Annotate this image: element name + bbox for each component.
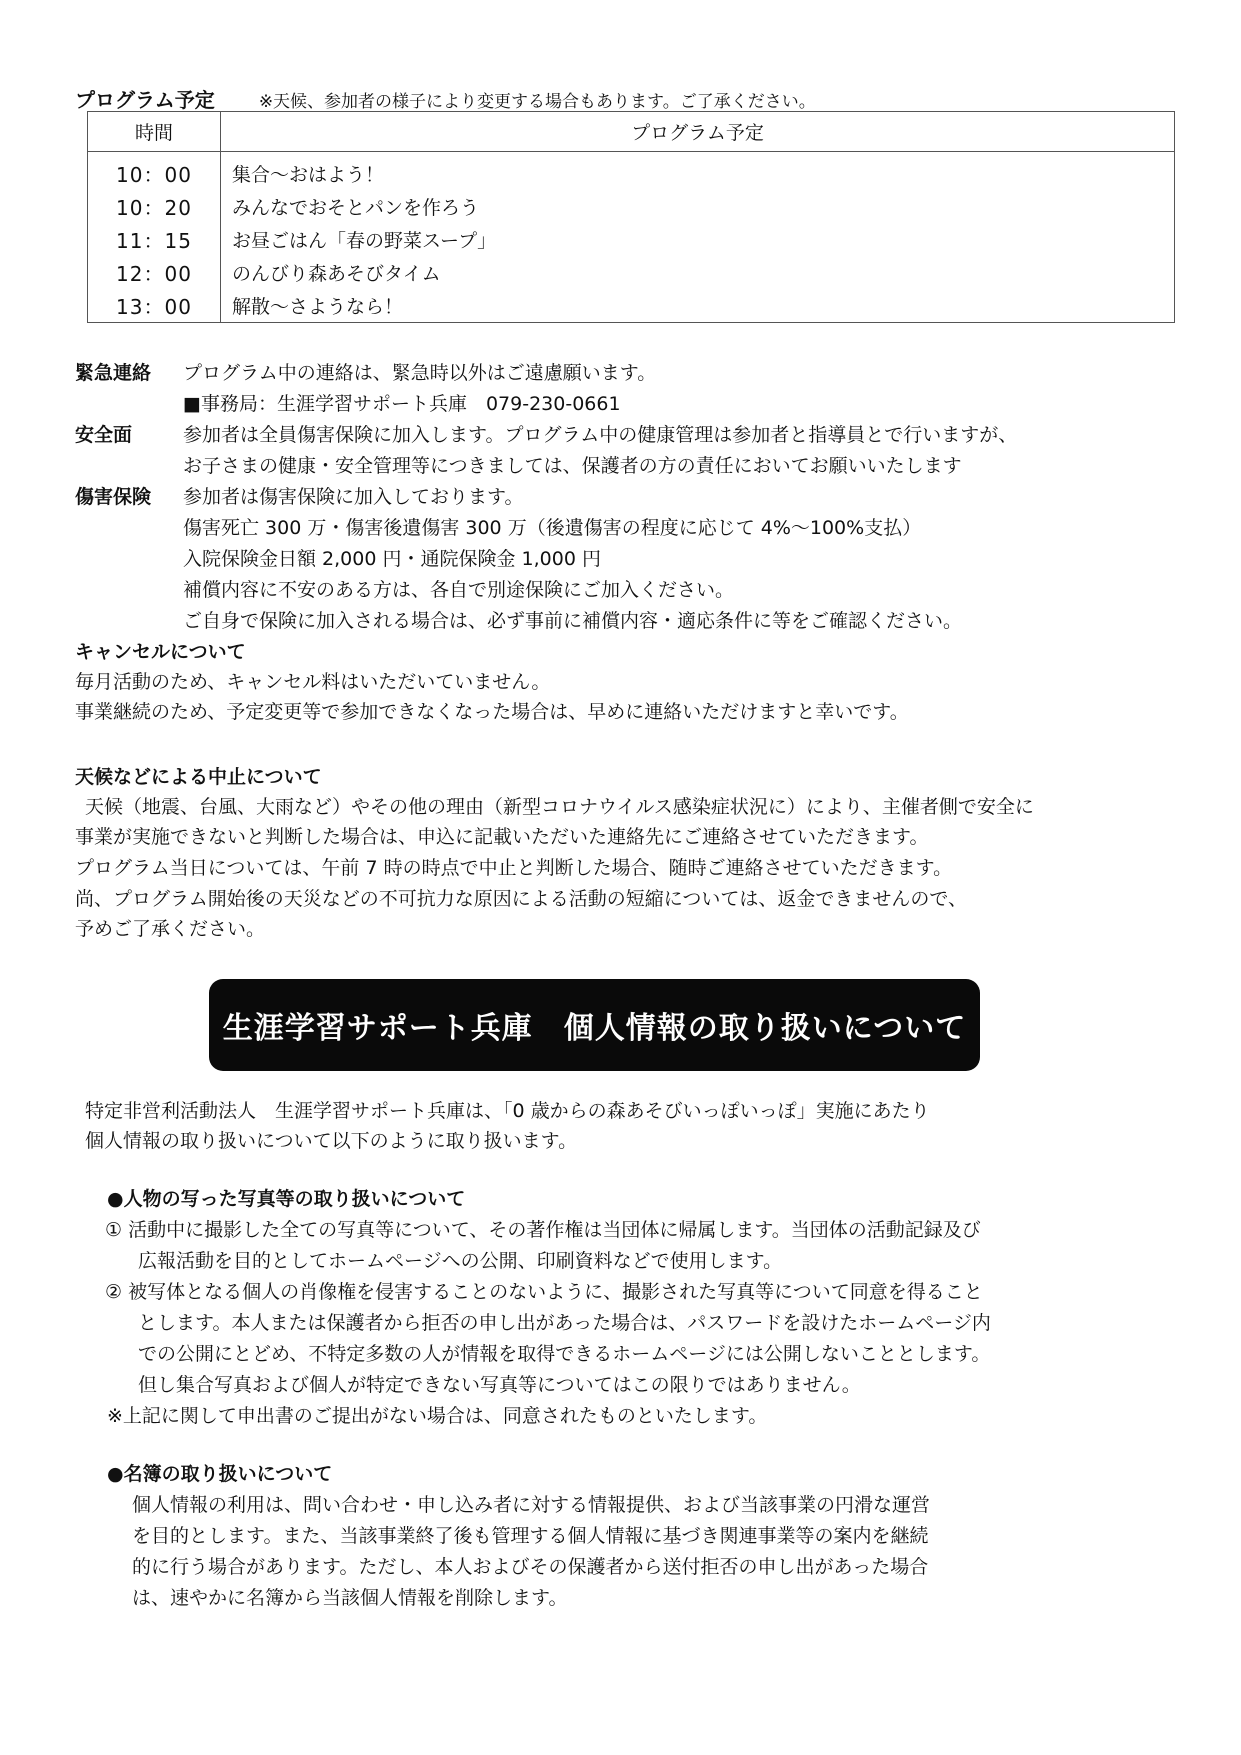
weather-line: 事業が実施できないと判断した場合は、申込に記載いただいた連絡先にご連絡させていただきます。	[75, 826, 929, 848]
schedule-header	[88, 112, 1174, 152]
cancel-line: 毎月活動のため、キャンセル料はいただいていません。	[75, 671, 551, 693]
insurance-line: 補償内容に不安のある方は、各自で別途保険にご加入ください。	[183, 579, 735, 601]
emergency-office: ■事務局：生涯学習サポート兵庫 079-230-0661	[183, 393, 621, 415]
cancel-line: 事業継続のため、予定変更等で参加できなくなった場合は、早めに連絡いただけますと幸いです。	[75, 701, 909, 723]
row-time: 13：00	[116, 295, 192, 319]
emergency-label: 緊急連絡	[75, 362, 152, 384]
row-item: お昼ごはん「春の野菜スープ」	[232, 230, 497, 252]
row-item: のんびり森あそびタイム	[232, 263, 441, 285]
photos-note: ※上記に関して申出書のご提出がない場合は、同意されたものといたします。	[107, 1405, 768, 1427]
row-item: 集合～おはよう！	[232, 164, 385, 186]
weather-heading: 天候などによる中止について	[75, 766, 322, 788]
insurance-line: ご自身で保険に加入される場合は、必ず事前に補償内容・適応条件に等をご確認ください。	[183, 610, 963, 632]
privacy-banner	[209, 979, 980, 1071]
privacy-intro: 個人情報の取り扱いについて以下のように取り扱います。	[85, 1130, 578, 1152]
program-heading	[75, 84, 816, 113]
photos-item: ① 活動中に撮影した全ての写真等について、その著作権は当団体に帰属します。当団体の活動記録及び	[105, 1219, 981, 1241]
safety-line: 参加者は全員傷害保険に加入します。プログラム中の健康管理は参加者と指導員とで行いますが、	[183, 424, 1018, 446]
row-time: 10：20	[116, 196, 192, 220]
row-item: みんなでおそとパンを作ろう	[232, 197, 480, 219]
roster-line: 個人情報の利用は、問い合わせ・申し込み者に対する情報提供、および当該事業の円滑な運営	[132, 1494, 931, 1516]
row-item: 解散～さようなら！	[232, 296, 404, 318]
safety-label: 安全面	[75, 424, 133, 446]
insurance-label: 傷害保険	[75, 486, 152, 508]
insurance-line: 参加者は傷害保険に加入しております。	[183, 486, 524, 508]
program-note: ※天候、参加者の様子により変更する場合もあります。ご了承ください。	[258, 92, 816, 112]
column-divider	[220, 112, 221, 322]
emergency-line: プログラム中の連絡は、緊急時以外はご遠慮願います。	[183, 362, 657, 384]
program-title: プログラム予定	[75, 88, 215, 112]
header-time: 時間	[134, 122, 173, 144]
photos-heading: ●人物の写った写真等の取り扱いについて	[107, 1188, 466, 1210]
insurance-line: 傷害死亡 300 万・傷害後遺傷害 300 万（後遺傷害の程度に応じて 4%～100%支払）	[183, 517, 922, 539]
row-time: 10：00	[116, 163, 192, 187]
cancel-heading: キャンセルについて	[75, 641, 246, 663]
photos-item: とします。本人または保護者から拒否の申し出があった場合は、パスワードを設けたホームページ内	[138, 1312, 991, 1334]
row-time: 11：15	[116, 229, 192, 253]
roster-line: を目的とします。また、当該事業終了後も管理する個人情報に基づき関連事業等の案内を継続	[132, 1525, 929, 1547]
roster-line: は、速やかに名簿から当該個人情報を削除します。	[132, 1587, 568, 1609]
photos-item: での公開にとどめ、不特定多数の人が情報を取得できるホームページには公開しないこととします。	[138, 1343, 991, 1365]
weather-line: 天候（地震、台風、大雨など）やその他の理由（新型コロナウイルス感染症状況に）により、主催者側で安全に	[85, 796, 1034, 818]
privacy-intro: 特定非営利活動法人 生涯学習サポート兵庫は、「0 歳からの森あそびいっぽいっぽ」実施にあたり	[85, 1100, 930, 1122]
insurance-line: 入院保険金日額 2,000 円・通院保険金 1,000 円	[183, 548, 601, 570]
weather-line: プログラム当日については、午前 7 時の時点で中止と判断した場合、随時ご連絡させていただきます。	[75, 857, 953, 879]
weather-line: 尚、プログラム開始後の天災などの不可抗力な原因による活動の短縮については、返金できませんので、	[75, 888, 968, 910]
roster-heading: ●名簿の取り扱いについて	[107, 1463, 333, 1485]
privacy-banner-title: 生涯学習サポート兵庫 個人情報の取り扱いについて	[222, 1011, 967, 1046]
safety-line: お子さまの健康・安全管理等につきましては、保護者の方の責任においてお願いいたします	[183, 455, 962, 477]
schedule-table	[87, 111, 1175, 323]
photos-item: ② 被写体となる個人の肖像権を侵害することのないように、撮影された写真等について同意を得ること	[105, 1281, 983, 1303]
row-time: 12：00	[116, 262, 192, 286]
roster-line: 的に行う場合があります。ただし、本人およびその保護者から送付拒否の申し出があった場合	[132, 1556, 929, 1578]
photos-item: 但し集合写真および個人が特定できない写真等についてはこの限りではありません。	[138, 1374, 861, 1396]
photos-item: 広報活動を目的としてホームページへの公開、印刷資料などで使用します。	[138, 1250, 783, 1272]
weather-line: 予めご了承ください。	[75, 918, 266, 940]
header-program: プログラム予定	[631, 122, 764, 144]
